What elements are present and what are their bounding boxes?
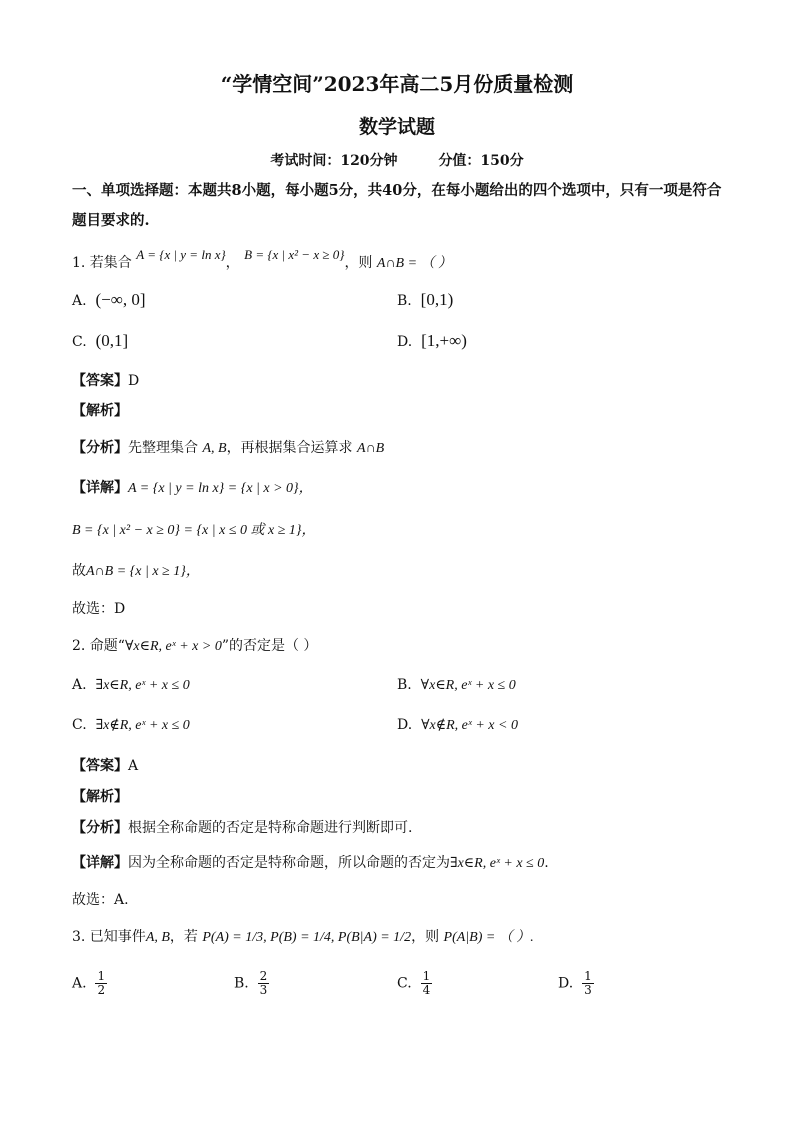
detail-prefix: 故 [72, 563, 86, 579]
q1-set-a: A = {x | y = ln x} [136, 247, 226, 262]
q2-detail [72, 852, 549, 872]
option-value: (−∞, 0] [95, 290, 146, 309]
fenxi-sets: A, B [202, 441, 227, 456]
answer-tag: 【答案】 [72, 373, 128, 389]
fenxi-target: A∩B [357, 441, 385, 456]
option-value: [1,+∞) [421, 331, 467, 350]
section-heading: 一、单项选择题：本题共8小题，每小题5分，共40分，在每小题给出的四个选项中，只有一项是符合题目要求的. [72, 182, 722, 229]
option-value: (0,1] [95, 331, 129, 350]
page-subtitle: 数学试题 [358, 116, 435, 138]
q2-option-b [397, 677, 516, 694]
option-label: D. [558, 975, 574, 992]
option-fraction: $\frac{1}{2}$ [97, 969, 106, 997]
option-label: A. [72, 975, 87, 992]
fenxi-tag: 【分析】 [72, 820, 128, 836]
answer-value: A [128, 758, 139, 774]
option-fraction: $\frac{1}{3}$ [584, 969, 592, 997]
option-value: [0,1) [420, 290, 454, 309]
q1-choose: 故选：D [72, 601, 126, 617]
option-label: B. [234, 975, 249, 992]
option-label: A. [72, 293, 87, 309]
q2-answer [72, 755, 138, 775]
q1-detail-3 [72, 560, 200, 580]
option-label: D. [397, 334, 413, 350]
q3-then: ，则 [411, 929, 440, 945]
option-value: ∃x∈R, eˣ + x ≤ 0 [95, 678, 190, 693]
q2-choose: 故选：A. [72, 892, 129, 908]
option-value: ∃x∉R, eˣ + x ≤ 0 [95, 718, 190, 733]
option-fraction: $\frac{2}{3}$ [259, 969, 268, 997]
q2-option-a [72, 677, 190, 694]
q1-target: A∩B = （ ） [376, 256, 453, 271]
q1-option-a [72, 290, 146, 310]
answer-value: D [128, 373, 140, 389]
q1-option-b [397, 290, 453, 310]
exam-meta [0, 150, 794, 170]
exam-score: 分值：150分 [438, 153, 524, 169]
q3-option-d [558, 970, 594, 997]
option-label: B. [397, 293, 412, 309]
detail-math: ∃x∈R, eˣ + x ≤ 0 [450, 856, 545, 871]
q3-condition: P(A) = 1/3, P(B) = 1/4, P(B|A) = 1/2 [202, 930, 412, 945]
q2-math: ∀x∈R, eˣ + x > 0 [124, 639, 222, 654]
option-label: B. [397, 677, 412, 693]
option-value: ∀x∉R, eˣ + x < 0 [421, 718, 518, 733]
detail-end: . [544, 855, 549, 871]
q3-option-a [72, 970, 107, 997]
q3-option-b [234, 970, 269, 997]
fenxi-tag: 【分析】 [72, 440, 128, 456]
option-label: D. [397, 717, 413, 733]
question-3-stem [72, 926, 534, 946]
option-fraction: $\frac{1}{4}$ [422, 969, 431, 997]
q3-target: P(A|B) = （ ）. [443, 930, 534, 945]
q1-detail-2: B = {x | x² − x ≥ 0} = {x | x ≤ 0 或 x ≥ 1}， [72, 523, 316, 538]
q2-analysis-tag: 【解析】 [72, 789, 128, 805]
q3-option-c [397, 970, 432, 997]
page-title: “学情空间”2023年高二5月份质量检测 [220, 72, 574, 96]
option-label: A. [72, 677, 87, 693]
q1-set-b: B = {x | x² − x ≥ 0} [244, 247, 345, 262]
question-1-stem [72, 247, 453, 272]
q2-fenxi [72, 817, 412, 837]
q2-suffix: ”的否定是（ ） [221, 638, 318, 654]
option-label: C. [72, 334, 87, 350]
q3-if: ，若 [169, 929, 198, 945]
fenxi-text2: ，再根据集合运算求 [226, 440, 353, 456]
q2-option-c [72, 717, 190, 734]
detail-tag: 【详解】 [72, 480, 128, 496]
q2-option-d [397, 717, 518, 734]
q1-fenxi [72, 437, 384, 457]
fenxi-text: 先整理集合 [128, 440, 198, 456]
detail-text: 因为全称命题的否定是特称命题，所以命题的否定为 [128, 855, 450, 871]
q1-analysis-tag: 【解析】 [72, 403, 128, 419]
q1-option-d [397, 331, 467, 351]
q1-option-c [72, 331, 128, 351]
detail-tag: 【详解】 [72, 855, 128, 871]
q1-answer [72, 370, 139, 390]
option-value: ∀x∈R, eˣ + x ≤ 0 [420, 678, 516, 693]
q3-events: A, B [145, 930, 170, 945]
fenxi-text: 根据全称命题的否定是特称命题进行判断即可. [128, 820, 413, 836]
option-label: C. [72, 717, 87, 733]
q1-suffix: ，则 [344, 255, 373, 271]
answer-tag: 【答案】 [72, 758, 128, 774]
exam-time: 考试时间：120分钟 [270, 153, 398, 169]
q1-detail-1 [72, 477, 313, 497]
detail-math: A∩B = {x | x ≥ 1}， [86, 564, 200, 579]
q1-comma: ， [225, 255, 240, 271]
option-label: C. [397, 975, 412, 992]
q3-prefix: 3. 已知事件 [72, 929, 146, 945]
q1-prefix: 1. 若集合 [72, 255, 132, 271]
detail-math: A = {x | y = ln x} = {x | x > 0}， [128, 481, 313, 496]
q2-prefix: 2. 命题“ [72, 638, 125, 654]
question-2-stem [72, 635, 317, 655]
